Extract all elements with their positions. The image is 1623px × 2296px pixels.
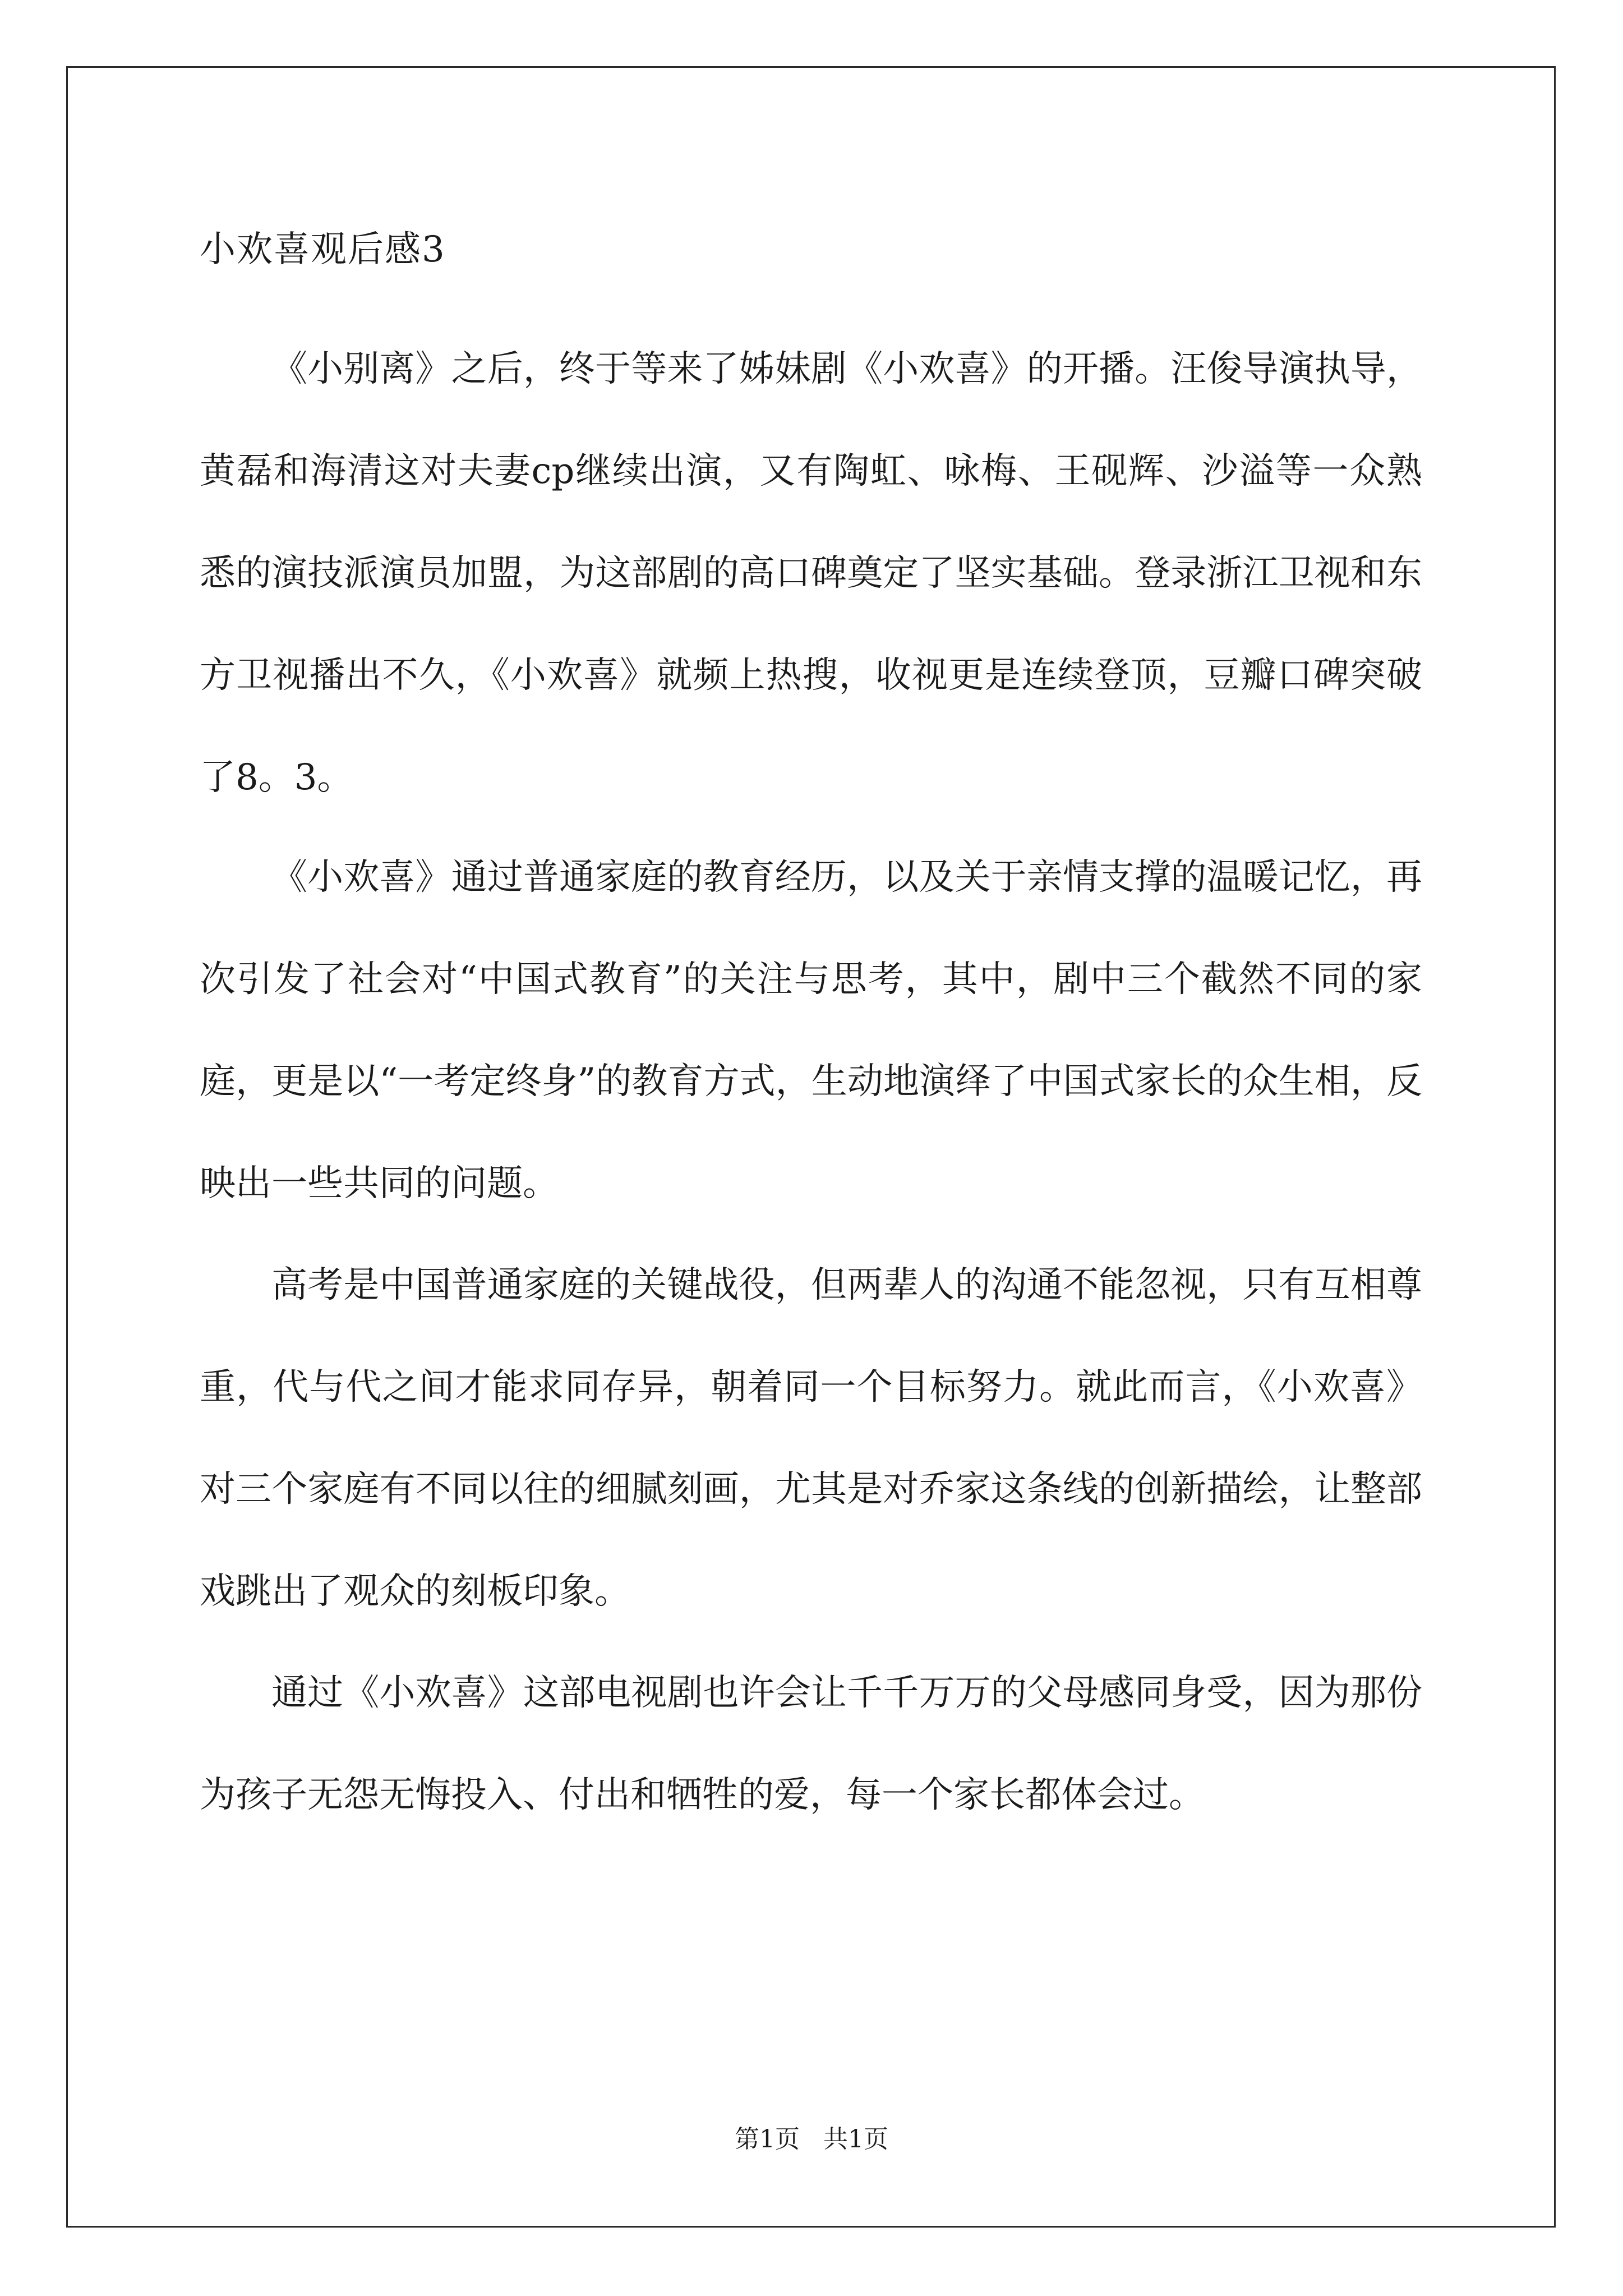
paragraph-2: 《小欢喜》通过普通家庭的教育经历，以及关于亲情支撑的温暖记忆，再次引发了社会对“中国式教育”的关注与思考，其中，剧中三个截然不同的家庭，更是以“一考定终身”的教育方式，生动地演绎了中国式家长的众生相，反映出一些共同的问题。 bbox=[200, 857, 1422, 1204]
paragraph-1: 《小别离》之后，终于等来了姊妹剧《小欢喜》的开播。汪俊导演执导，黄磊和海清这对夫妻cp继续出演，又有陶虹、咏梅、王砚辉、沙溢等一众熟悉的演技派演员加盟，为这部剧的高口碑奠定了坚实基础。登录浙江卫视和东方卫视播出不久，《小欢喜》就频上热搜，收视更是连续登顶，豆瓣口碑突破了8。3。 bbox=[200, 348, 1422, 798]
paragraph-3: 高考是中国普通家庭的关键战役，但两辈人的沟通不能忽视，只有互相尊重，代与代之间才能求同存异，朝着同一个目标努力。就此而言，《小欢喜》对三个家庭有不同以往的细腻刻画，尤其是对乔家这条线的创新描绘，让整部戏跳出了观众的刻板印象。 bbox=[200, 1264, 1422, 1612]
document-title: 小欢喜观后感3 bbox=[200, 229, 446, 270]
page-number-footer: 第1页 共1页 bbox=[735, 2125, 888, 2154]
paragraph-4: 通过《小欢喜》这部电视剧也许会让千千万万的父母感同身受，因为那份为孩子无怨无悔投入、付出和牺牲的爱，每一个家长都体会过。 bbox=[200, 1672, 1422, 1816]
